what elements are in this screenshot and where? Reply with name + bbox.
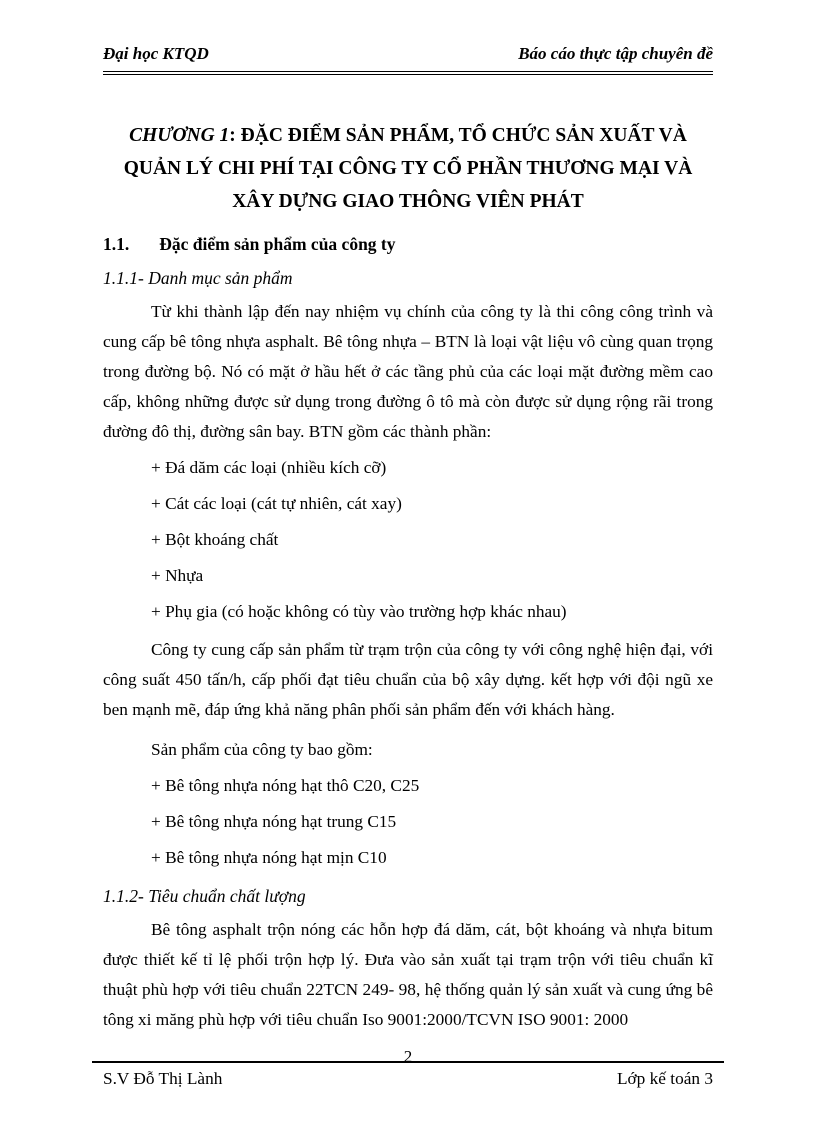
footer-left-text: S.V Đỗ Thị Lành [103, 1069, 223, 1088]
list-item: + Bê tông nhựa nóng hạt thô C20, C25 [151, 776, 420, 795]
list-item: + Bột khoáng chất [151, 530, 279, 549]
btn-components-list [103, 453, 713, 627]
paragraph-capacity: Công ty cung cấp sản phẩm từ trạm trộn của công ty với công nghệ hiện đại, với công suất 450 tấn/h, cấp phối đạt tiêu chuẩn của bộ xây dựng. kết hợp với đội ngũ xe ben mạnh mẽ, đáp ứng khả năng phân phối sản phẩm đến với khách hàng. [103, 640, 713, 719]
section-heading-1-1 [103, 234, 713, 255]
chapter-title [103, 119, 713, 218]
list-item: + Bê tông nhựa nóng hạt trung C15 [151, 812, 397, 831]
footer-right-text: Lớp kế toán 3 [616, 1069, 713, 1088]
subsection-heading-1-1-1: 1.1.1- Danh mục sản phẩm [103, 268, 293, 288]
list-item: + Đá dăm các loại (nhiều kích cỡ) [151, 458, 387, 477]
section-number: 1.1. [103, 234, 130, 254]
products-list [103, 771, 713, 873]
footer-text-row [92, 1063, 724, 1089]
chapter-label: CHƯƠNG 1 [129, 125, 230, 146]
header-right-text: Báo cáo thực tập chuyên đề [518, 44, 713, 63]
paragraph-intro-btn: Từ khi thành lập đến nay nhiệm vụ chính của công ty là thi công công trình và cung cấp bê tông nhựa asphalt. Bê tông nhựa – BTN là loại vật liệu vô cùng quan trọng trong đường bộ. Nó có mặt ở hầu hết ở các tầng phủ của các loại mặt đường mềm cao cấp, không những được sử dụng trong đường ô tô mà còn được sử dụng rộng rãi trong đường đô thị, đường sân bay. BTN gồm các thành phần: [103, 302, 713, 441]
chapter-title-separator: : [229, 125, 241, 146]
subsection-heading-1-1-2: 1.1.2- Tiêu chuẩn chất lượng [103, 886, 306, 906]
header-left-text: Đại học KTQD [103, 44, 209, 63]
list-item: + Phụ gia (có hoặc không có tùy vào trường hợp khác nhau) [151, 602, 567, 621]
list-item: + Bê tông nhựa nóng hạt mịn C10 [151, 848, 387, 867]
page-number: 2 [403, 1047, 413, 1066]
chapter-title-text: ĐẶC ĐIỂM SẢN PHẨM, TỔ CHỨC SẢN XUẤT VÀ QUẢN LÝ CHI PHÍ TẠI CÔNG TY CỔ PHẦN THƯƠNG MẠI VÀ XÂY DỰNG GIAO THÔNG VIÊN PHÁT [123, 125, 693, 212]
running-footer [92, 1048, 724, 1089]
list-item: + Nhựa [151, 566, 204, 585]
section-label: Đặc điểm sản phẩm của công ty [159, 234, 396, 254]
list-item: + Cát các loại (cát tự nhiên, cát xay) [151, 494, 402, 513]
products-intro-line: Sản phẩm của công ty bao gồm: [151, 740, 373, 759]
paragraph-quality-standard: Bê tông asphalt trộn nóng các hỗn hợp đá dăm, cát, bột khoáng và nhựa bitum được thiết kế tỉ lệ phối trộn hợp lý. Đưa vào sản xuất tại trạm trộn với tiêu chuẩn kĩ thuật phù hợp với tiêu chuẩn 22TCN 249- 98, hệ thống quản lý sản xuất và cung ứng bê tông xi măng phù hợp với tiêu chuẩn Iso 9001:2000/TCVN ISO 9001: 2000 [103, 920, 713, 1029]
running-header [103, 44, 713, 75]
